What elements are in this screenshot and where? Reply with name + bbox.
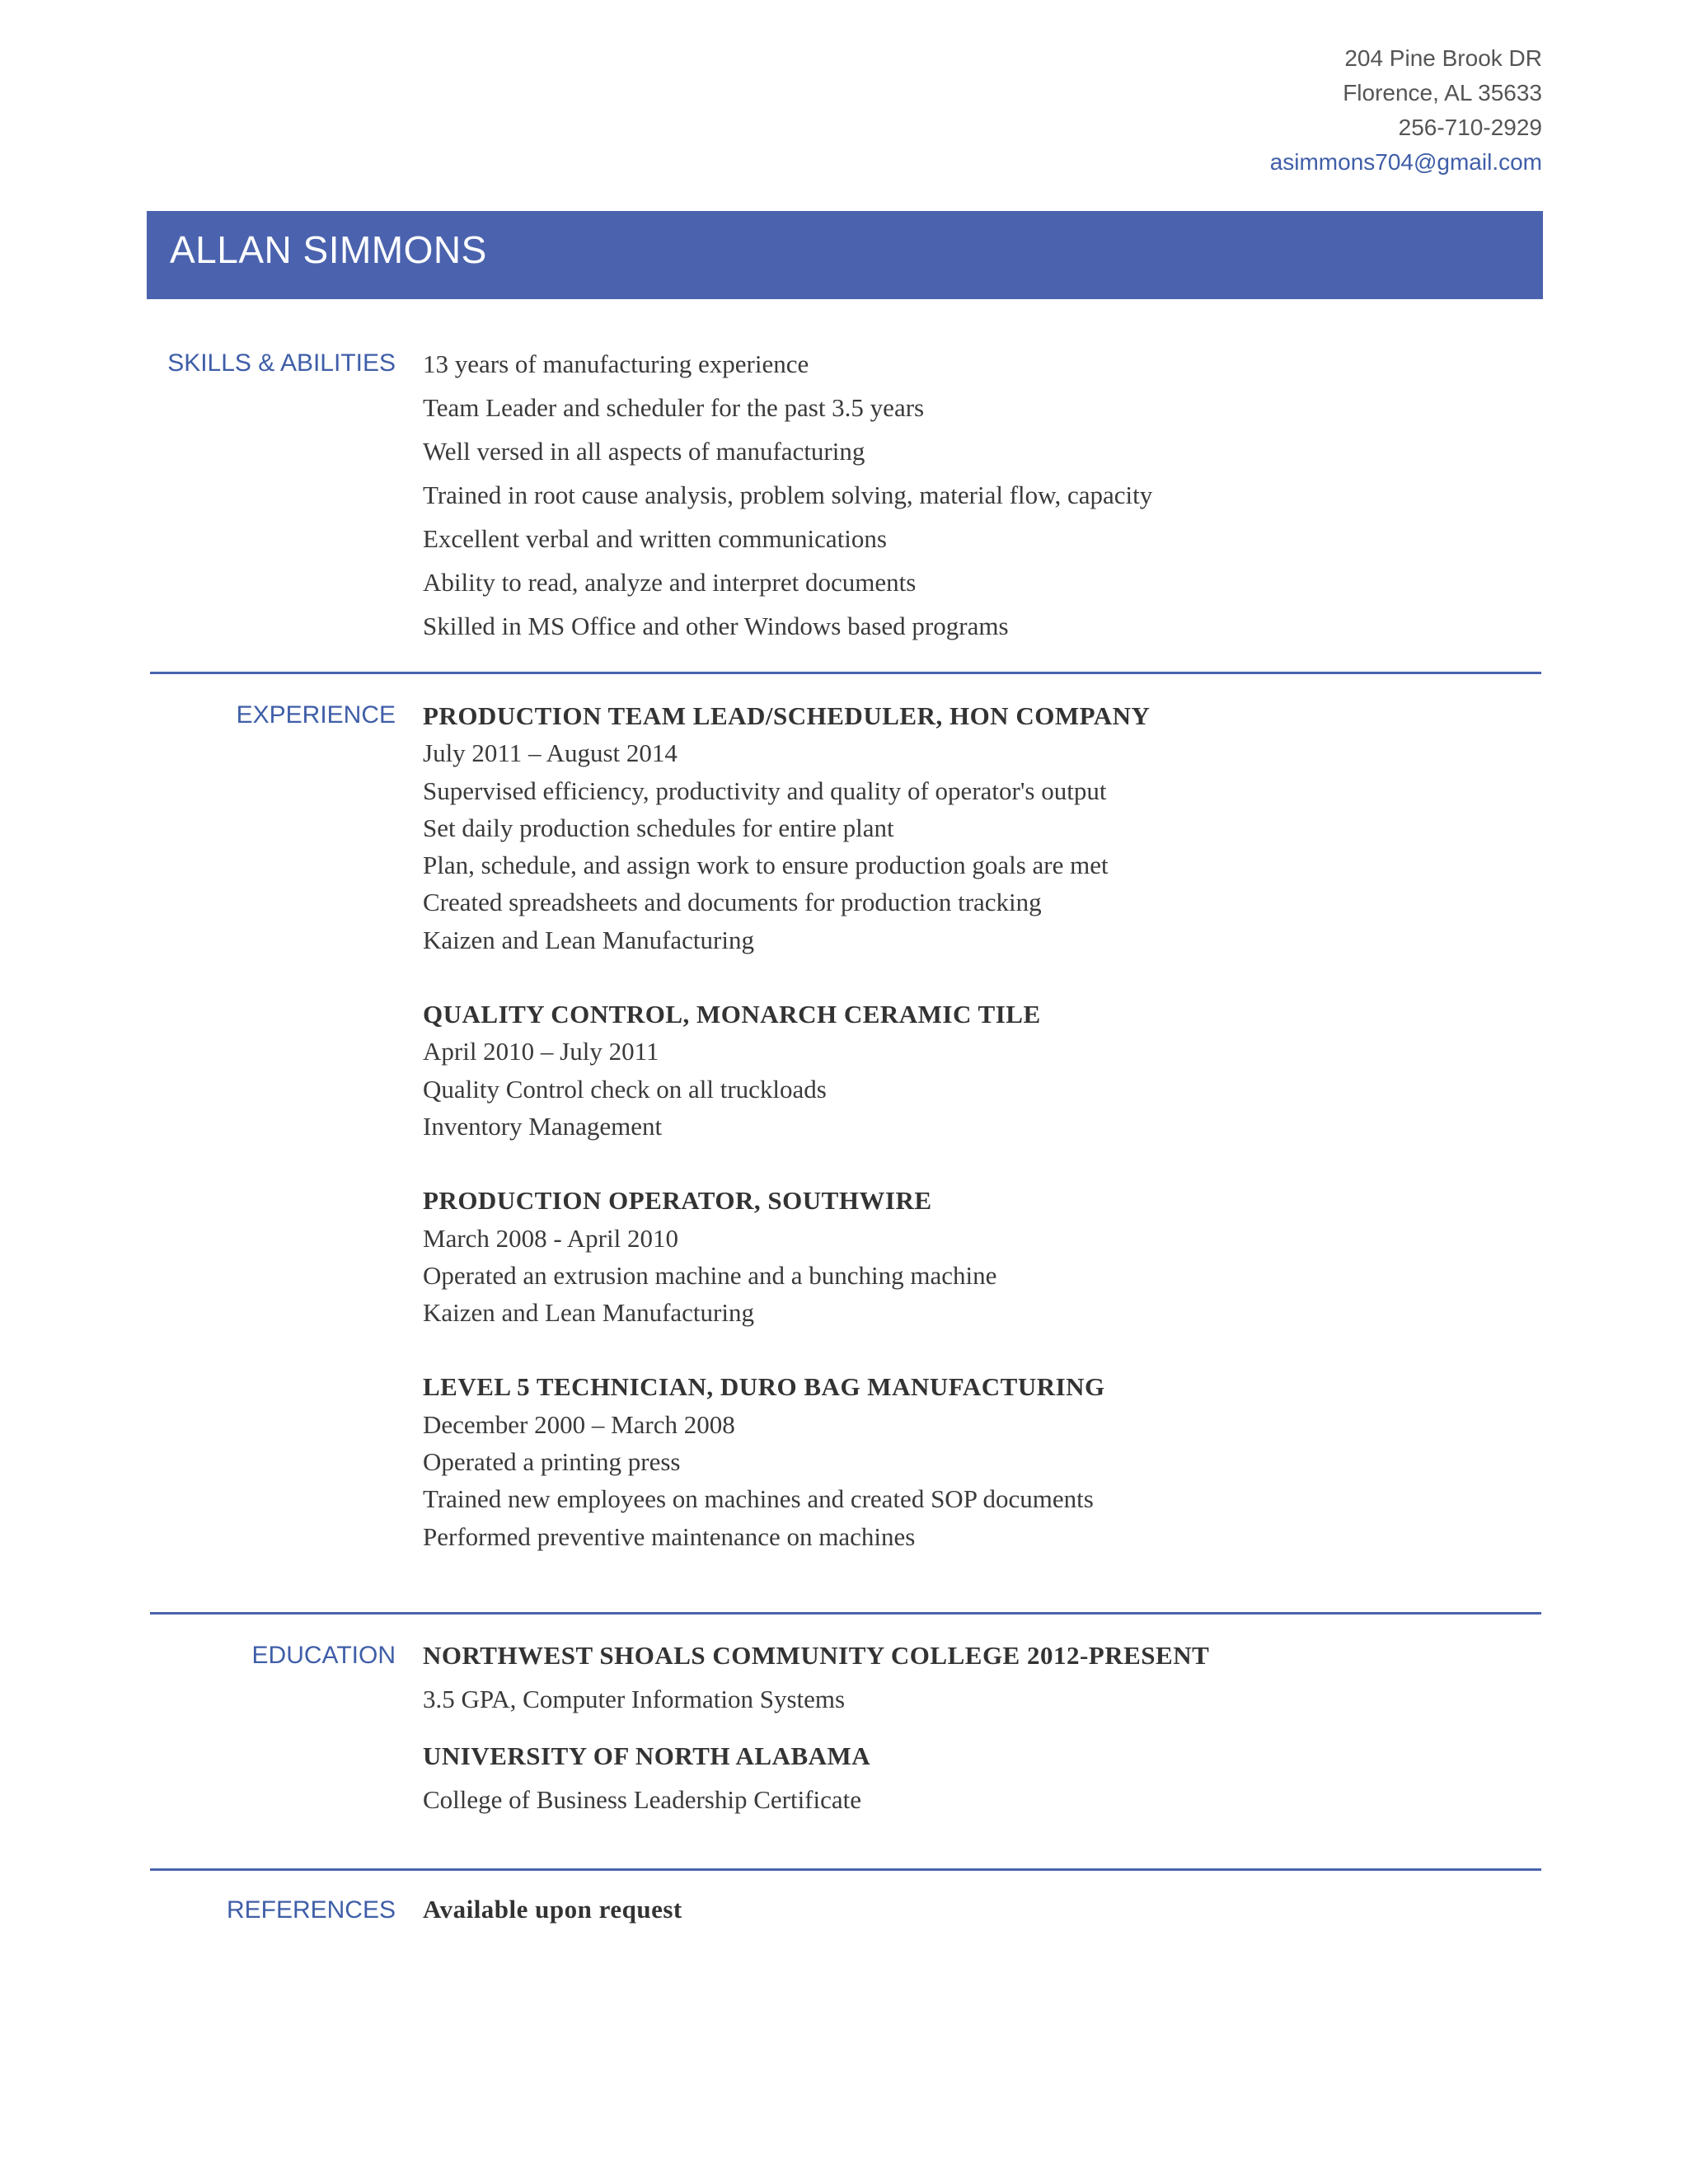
contact-street: 204 Pine Brook DR: [1344, 45, 1542, 71]
job-entry: [423, 1182, 1544, 1331]
skill-item: Well versed in all aspects of manufacturing: [423, 437, 865, 466]
skill-item: Trained in root cause analysis, problem solving, material flow, capacity: [423, 480, 1153, 509]
references-block: [423, 1891, 1544, 1928]
job-duty: Set daily production schedules for entire plant: [423, 813, 894, 842]
job-title: PRODUCTION OPERATOR, SOUTHWIRE: [423, 1186, 932, 1216]
resume-name: ALLAN SIMMONS: [170, 228, 487, 271]
skill-item: Excellent verbal and written communications: [423, 524, 887, 553]
contact-block: [1270, 41, 1542, 180]
education-section-label: EDUCATION: [251, 1642, 396, 1669]
job-dates: December 2000 – March 2008: [423, 1409, 735, 1439]
job-duty: Kaizen and Lean Manufacturing: [423, 1298, 754, 1328]
job-entry: [423, 996, 1544, 1145]
skill-item: 13 years of manufacturing experience: [423, 349, 809, 378]
school-detail: 3.5 GPA, Computer Information Systems: [423, 1685, 846, 1713]
contact-phone: 256-710-2929: [1398, 115, 1542, 140]
school-entry: [423, 1736, 1544, 1823]
job-entry: [423, 1368, 1544, 1554]
job-duty: Quality Control check on all truckloads: [423, 1074, 827, 1104]
job-duty: Operated an extrusion machine and a bunching machine: [423, 1260, 997, 1290]
job-duty: Performed preventive maintenance on machines: [423, 1521, 916, 1551]
school-entry: [423, 1635, 1544, 1722]
job-entry: [423, 697, 1544, 958]
job-duty: Operated a printing press: [423, 1447, 681, 1477]
section-divider: [150, 672, 1541, 674]
skills-list: [423, 342, 1544, 648]
school-name: UNIVERSITY OF NORTH ALABAMA: [423, 1741, 871, 1770]
school-name: NORTHWEST SHOALS COMMUNITY COLLEGE 2012-PRESENT: [423, 1641, 1210, 1670]
skill-item: Team Leader and scheduler for the past 3.5 years: [423, 393, 925, 422]
job-duty: Created spreadsheets and documents for production tracking: [423, 888, 1042, 917]
job-title: PRODUCTION TEAM LEAD/SCHEDULER, HON COMPANY: [423, 701, 1151, 730]
skills-section-label: SKILLS & ABILITIES: [167, 349, 396, 377]
references-text: Available upon request: [423, 1895, 682, 1924]
contact-city: Florence, AL 35633: [1343, 80, 1542, 105]
school-detail: College of Business Leadership Certificate: [423, 1785, 862, 1814]
education-list: [423, 1635, 1544, 1823]
job-dates: July 2011 – August 2014: [423, 738, 678, 768]
name-banner: [147, 211, 1543, 299]
job-title: QUALITY CONTROL, MONARCH CERAMIC TILE: [423, 1000, 1041, 1029]
job-duty: Plan, schedule, and assign work to ensure production goals are met: [423, 851, 1109, 880]
section-divider: [150, 1612, 1541, 1615]
experience-section-label: EXPERIENCE: [236, 701, 396, 729]
skill-item: Skilled in MS Office and other Windows based programs: [423, 612, 1009, 640]
references-section-label: REFERENCES: [226, 1896, 396, 1924]
skill-item: Ability to read, analyze and interpret documents: [423, 568, 917, 597]
job-duty: Supervised efficiency, productivity and quality of operator's output: [423, 776, 1107, 805]
job-duty: Inventory Management: [423, 1111, 663, 1141]
job-dates: April 2010 – July 2011: [423, 1037, 659, 1066]
experience-list: [423, 697, 1544, 1592]
job-duty: Trained new employees on machines and created SOP documents: [423, 1484, 1094, 1514]
contact-email-link[interactable]: asimmons704@gmail.com: [1269, 149, 1542, 175]
job-dates: March 2008 - April 2010: [423, 1223, 678, 1253]
job-title: LEVEL 5 TECHNICIAN, DURO BAG MANUFACTURING: [423, 1372, 1105, 1402]
job-duty: Kaizen and Lean Manufacturing: [423, 925, 754, 954]
section-divider: [150, 1868, 1541, 1871]
